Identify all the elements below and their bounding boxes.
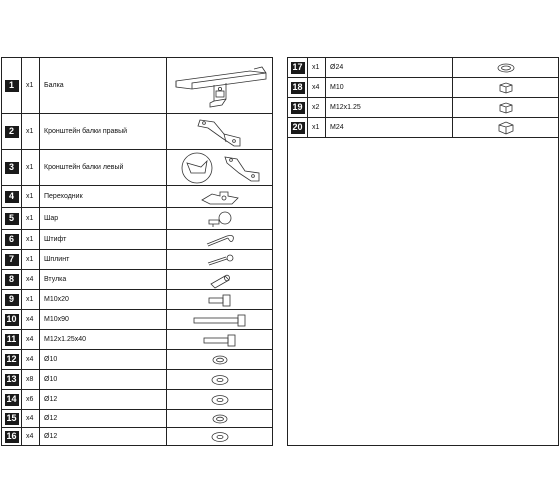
item-number-cell	[2, 290, 22, 309]
item-number: 6	[5, 234, 19, 246]
table-row	[288, 118, 558, 138]
item-number: 2	[5, 126, 19, 138]
pin-icon	[203, 232, 237, 248]
item-number-cell	[288, 58, 308, 77]
quantity: x1	[22, 250, 40, 269]
table-row	[2, 370, 272, 390]
part-image	[167, 58, 272, 113]
item-number-cell	[2, 310, 22, 329]
quantity: x4	[22, 350, 40, 369]
item-number-cell	[2, 208, 22, 229]
quantity: x4	[22, 410, 40, 427]
item-number-cell	[2, 250, 22, 269]
item-number: 3	[5, 162, 19, 174]
part-image	[167, 310, 272, 329]
item-number: 7	[5, 254, 19, 266]
quantity: x1	[22, 150, 40, 185]
table-row	[2, 208, 272, 230]
part-image	[167, 330, 272, 349]
table-row	[288, 98, 558, 118]
part-image	[167, 186, 272, 207]
item-number-cell	[2, 428, 22, 445]
part-name: M12x1.25x40	[40, 330, 167, 349]
ball-icon	[205, 210, 235, 228]
table-row	[2, 58, 272, 114]
part-name: Втулка	[40, 270, 167, 289]
part-name: Переходник	[40, 186, 167, 207]
part-image	[453, 118, 558, 137]
adapter-icon	[198, 188, 242, 206]
quantity: x1	[22, 58, 40, 113]
part-image	[453, 58, 558, 77]
table-row	[288, 78, 558, 98]
bolt-icon	[200, 333, 240, 347]
item-number-cell	[288, 118, 308, 137]
table-row	[2, 410, 272, 428]
part-name: Ø12	[40, 390, 167, 409]
item-number: 17	[292, 62, 303, 72]
item-number-cell	[2, 58, 22, 113]
item-number: 8	[5, 274, 19, 286]
part-image	[167, 428, 272, 445]
item-number-cell	[2, 150, 22, 185]
item-number-cell	[2, 186, 22, 207]
item-number: 20	[292, 122, 303, 132]
part-image	[167, 150, 272, 185]
item-number-cell	[2, 370, 22, 389]
part-name: Балка	[40, 58, 167, 113]
part-name: Ø24	[326, 58, 453, 77]
part-name: Кронштейн балки правый	[40, 114, 167, 149]
quantity: x4	[22, 270, 40, 289]
short-bolt-icon	[205, 293, 235, 307]
spring-washer-icon	[495, 62, 517, 74]
item-number-cell	[2, 330, 22, 349]
item-number-cell	[2, 410, 22, 427]
item-number: 4	[5, 191, 19, 203]
item-number: 9	[5, 294, 19, 306]
sleeve-icon	[205, 272, 235, 288]
item-number-cell	[2, 114, 22, 149]
left-bracket-icon	[175, 151, 265, 185]
part-name: M24	[326, 118, 453, 137]
item-number: 5	[5, 213, 19, 225]
item-number: 11	[5, 334, 19, 346]
quantity: x4	[22, 310, 40, 329]
spring-washer-icon	[210, 413, 230, 425]
item-number-cell	[288, 78, 308, 97]
table-row	[2, 390, 272, 410]
quantity: x1	[22, 230, 40, 249]
item-number: 18	[292, 82, 303, 92]
item-number: 10	[6, 314, 17, 324]
table-row	[2, 428, 272, 445]
item-number-cell	[2, 270, 22, 289]
quantity: x1	[308, 58, 326, 77]
quantity: x1	[22, 208, 40, 229]
quantity: x1	[308, 118, 326, 137]
part-name: M10x90	[40, 310, 167, 329]
item-number: 14	[6, 394, 17, 404]
part-name: Кронштейн балки левый	[40, 150, 167, 185]
quantity: x1	[22, 186, 40, 207]
item-number-cell	[2, 350, 22, 369]
quantity: x1	[22, 114, 40, 149]
table-row	[2, 114, 272, 150]
item-number: 1	[5, 80, 19, 92]
table-row	[2, 186, 272, 208]
cotter-pin-icon	[204, 253, 236, 267]
quantity: x1	[22, 290, 40, 309]
quantity: x2	[308, 98, 326, 117]
part-name: Ø10	[40, 370, 167, 389]
table-row	[2, 270, 272, 290]
long-bolt-icon	[190, 313, 250, 327]
item-number-cell	[2, 230, 22, 249]
table-row	[2, 350, 272, 370]
parts-table-right	[287, 57, 559, 446]
part-image	[167, 250, 272, 269]
spring-washer-icon	[210, 354, 230, 366]
quantity: x4	[308, 78, 326, 97]
part-name: M10x20	[40, 290, 167, 309]
part-image	[167, 410, 272, 427]
part-name: M10	[326, 78, 453, 97]
item-number: 13	[6, 374, 17, 384]
part-name: Ø12	[40, 428, 167, 445]
quantity: x6	[22, 390, 40, 409]
table-row	[2, 150, 272, 186]
nut-icon	[497, 101, 515, 115]
flat-washer-icon	[209, 374, 231, 386]
part-image	[453, 98, 558, 117]
part-name: Шплинт	[40, 250, 167, 269]
part-image	[167, 270, 272, 289]
part-name: Ø10	[40, 350, 167, 369]
item-number: 12	[6, 354, 17, 364]
parts-table-left	[1, 57, 273, 446]
part-image	[167, 370, 272, 389]
part-name: Шар	[40, 208, 167, 229]
item-number: 19	[292, 102, 303, 112]
flat-washer-icon	[209, 431, 231, 443]
quantity: x4	[22, 330, 40, 349]
nut-icon	[497, 81, 515, 95]
item-number: 16	[6, 431, 17, 441]
part-image	[453, 78, 558, 97]
part-image	[167, 114, 272, 149]
part-image	[167, 390, 272, 409]
table-row	[2, 310, 272, 330]
quantity: x4	[22, 428, 40, 445]
part-name: M12x1.25	[326, 98, 453, 117]
table-row	[2, 290, 272, 310]
table-row	[2, 230, 272, 250]
part-image	[167, 208, 272, 229]
item-number: 15	[6, 413, 17, 423]
part-image	[167, 350, 272, 369]
table-row	[2, 250, 272, 270]
part-image	[167, 290, 272, 309]
quantity: x8	[22, 370, 40, 389]
tow-beam-icon	[170, 63, 270, 109]
right-bracket-icon	[190, 116, 250, 148]
item-number-cell	[288, 98, 308, 117]
part-image	[167, 230, 272, 249]
nut-icon	[496, 120, 516, 136]
table-row	[288, 58, 558, 78]
part-name: Ø12	[40, 410, 167, 427]
table-row	[2, 330, 272, 350]
flat-washer-icon	[209, 394, 231, 406]
part-name: Штифт	[40, 230, 167, 249]
item-number-cell	[2, 390, 22, 409]
